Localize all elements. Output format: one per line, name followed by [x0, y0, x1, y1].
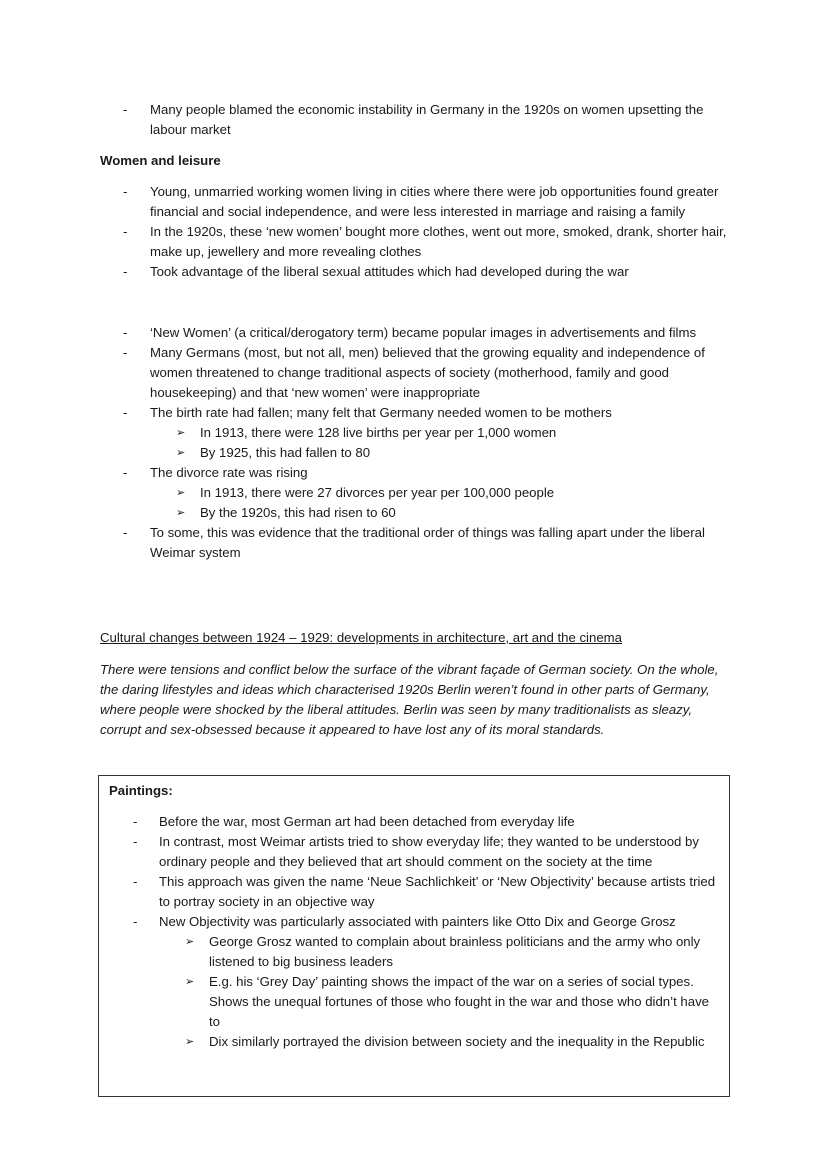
sub-list-item: ➢ In 1913, there were 128 live births per year per 1,000 women — [0, 423, 828, 443]
list-item: - This approach was given the name ‘Neue Sachlichkeit’ or ‘New Objectivity’ because artists tried to portray society in an objective way — [133, 874, 716, 909]
culture-section-title: Cultural changes between 1924 – 1929: developments in architecture, art and the cinema — [100, 630, 622, 645]
list-item: - The birth rate had fallen; many felt that Germany needed women to be mothers — [0, 403, 828, 423]
arrow-bullet-icon: ➢ — [185, 936, 195, 948]
arrow-bullet-icon: ➢ — [176, 427, 186, 439]
list-item: - In the 1920s, these ‘new women’ bought more clothes, went out more, smoked, drank, shorter hair, make up, jewellery and more revealing clothes — [123, 224, 727, 259]
list-item: - In contrast, most Weimar artists tried to show everyday life; they wanted to be understood by ordinary people and they believed that art should comment on the society at the time — [133, 834, 699, 869]
dash-bullet: - — [133, 874, 138, 889]
dash-bullet: - — [123, 184, 128, 199]
dash-bullet: - — [123, 345, 128, 360]
list-item: - Many Germans (most, but not all, men) believed that the growing equality and independence of women threatened to change traditional aspects of society (motherhood, family and good housekeeping) and that ‘new women’ were inappropriate — [123, 345, 705, 400]
paintings-list — [99, 812, 729, 1052]
arrow-bullet-icon: ➢ — [185, 1036, 195, 1048]
culture-intro: There were tensions and conflict below the surface of the vibrant façade of German society. On the whole, the daring lifestyles and ideas which characterised 1920s Berlin weren’t found in other parts of Germany, where people were shocked by the liberal attitudes. Berlin was seen by many traditionalists as sleazy, corrupt and sex-obsessed because it appeared to have lost any of its moral standards. — [100, 662, 719, 737]
sub-list-item: ➢ By 1925, this had fallen to 80 — [0, 443, 828, 463]
dash-bullet: - — [133, 834, 138, 849]
leisure-list-a — [0, 182, 828, 282]
dash-bullet: - — [133, 914, 138, 929]
sub-list-item: ➢ Dix similarly portrayed the division between society and the inequality in the Republic — [99, 1032, 729, 1052]
list-item: - Young, unmarried working women living in cities where there were job opportunities found greater financial and social independence, and were less interested in marriage and raising a family — [123, 184, 719, 219]
dash-bullet: - — [123, 525, 128, 540]
list-item: - To some, this was evidence that the traditional order of things was falling apart under the liberal Weimar system — [123, 525, 705, 560]
sub-list-item: ➢ E.g. his ‘Grey Day’ painting shows the impact of the war on a series of social types. Shows the unequal fortunes of those who fought in the war and those who didn’t have to — [185, 974, 709, 1029]
dash-bullet: - — [123, 405, 128, 420]
list-item: - Before the war, most German art had been detached from everyday life — [99, 812, 729, 832]
women-leisure-heading: Women and leisure — [100, 153, 221, 168]
arrow-bullet-icon: ➢ — [185, 976, 195, 988]
paintings-box — [98, 775, 730, 1097]
list-item: - The divorce rate was rising — [0, 463, 828, 483]
sub-list-item: ➢ By the 1920s, this had risen to 60 — [0, 503, 828, 523]
dash-bullet: - — [123, 325, 128, 340]
dash-bullet: - — [123, 102, 128, 117]
sub-list-item: ➢ George Grosz wanted to complain about brainless politicians and the army who only listened to big business leaders — [185, 934, 701, 969]
arrow-bullet-icon: ➢ — [176, 487, 186, 499]
sub-list-item: ➢ In 1913, there were 27 divorces per year per 100,000 people — [0, 483, 828, 503]
arrow-bullet-icon: ➢ — [176, 507, 186, 519]
arrow-bullet-icon: ➢ — [176, 447, 186, 459]
list-item: - ‘New Women’ (a critical/derogatory term) became popular images in advertisements and films — [0, 323, 828, 343]
dash-bullet: - — [123, 224, 128, 239]
dash-bullet: - — [123, 465, 128, 480]
dash-bullet: - — [123, 264, 128, 279]
leisure-list-b — [0, 323, 828, 563]
dash-bullet: - — [133, 814, 138, 829]
paintings-heading: Paintings: — [109, 783, 173, 798]
list-item: - Many people blamed the economic instability in Germany in the 1920s on women upsetting the labour market — [123, 102, 704, 137]
list-item: - Took advantage of the liberal sexual attitudes which had developed during the war — [0, 262, 828, 282]
top-list — [0, 100, 828, 140]
list-item: - New Objectivity was particularly associated with painters like Otto Dix and George Grosz — [99, 912, 729, 932]
